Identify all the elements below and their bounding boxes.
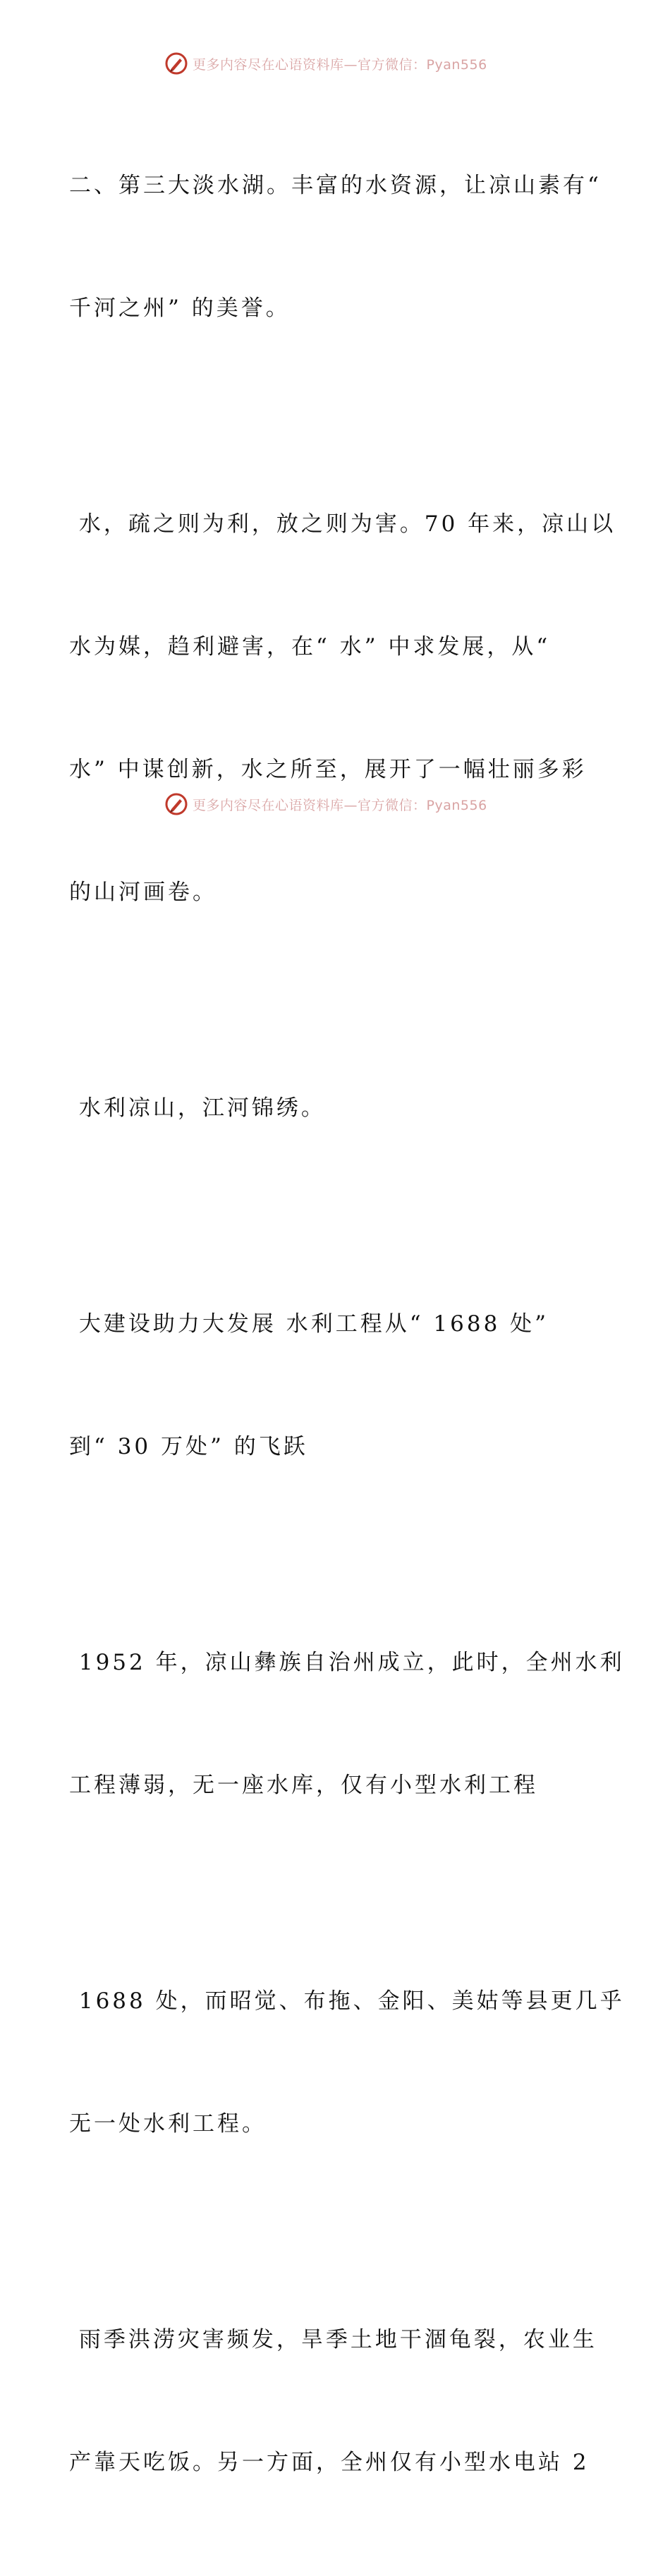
text-line: 到“ 30 万处” 的飞跃	[69, 1434, 308, 1459]
header-watermark	[164, 51, 487, 76]
text-line: 雨季洪涝灾害频发，旱季土地干涸龟裂，农业生	[69, 2327, 597, 2352]
watermark-text: 更多内容尽在心语资料库—官方微信：Pyan556	[193, 56, 487, 73]
pen-logo-icon	[164, 792, 188, 816]
text-line: 千河之州” 的美誉。	[69, 296, 291, 321]
document-body	[69, 83, 625, 2576]
paragraph	[69, 422, 616, 995]
text-line: 1688 处，而昭觉、布拖、金阳、美姑等县更几乎	[69, 1988, 625, 2014]
text-line: 水利凉山，江河锦绣。	[69, 1095, 326, 1121]
text-line: 产靠天吃饭。另一方面，全州仅有小型水电站 2	[69, 2450, 590, 2475]
paragraph	[69, 1222, 599, 1549]
paragraph	[69, 1006, 599, 1210]
paragraph	[69, 1899, 625, 2226]
pen-logo-icon	[164, 51, 188, 75]
text-line: 二、第三大淡水湖。丰富的水资源，让凉山素有“	[69, 173, 602, 198]
paragraph	[69, 1560, 625, 1888]
footer-watermark	[164, 791, 487, 817]
text-line: 1952 年，凉山彝族自治州成立，此时，全州水利	[69, 1650, 625, 1675]
text-line: 水” 中谋创新，水之所至，展开了一幅壮丽多彩	[69, 757, 587, 782]
text-line: 无一处水利工程。	[69, 2111, 267, 2137]
text-line: 水，疏之则为利，放之则为害。70 年来，凉山以	[69, 511, 616, 537]
watermark-text: 更多内容尽在心语资料库—官方微信：Pyan556	[193, 797, 487, 813]
text-line: 工程薄弱，无一座水库，仅有小型水利工程	[69, 1773, 538, 1798]
text-line: 水为媒，趋利避害，在“ 水” 中求发展，从“	[69, 634, 551, 660]
text-line: 的山河画卷。	[69, 880, 217, 905]
paragraph	[69, 2237, 599, 2565]
text-line: 大建设助力大发展 水利工程从“ 1688 处”	[69, 1311, 549, 1337]
paragraph	[69, 83, 602, 411]
